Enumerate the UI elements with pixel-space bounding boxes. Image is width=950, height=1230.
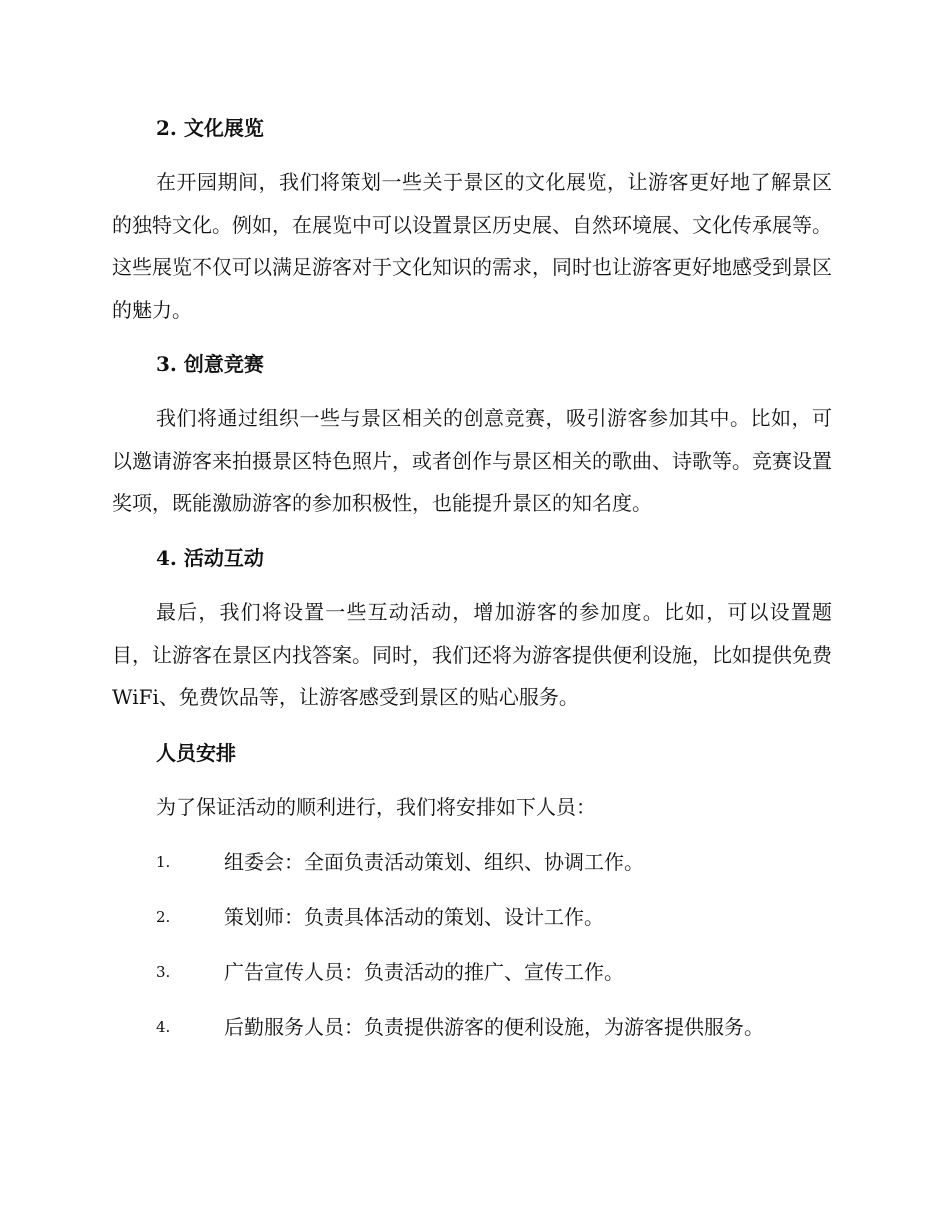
list-item-number: 3. — [156, 963, 171, 981]
section-paragraph-activity-interaction: 最后，我们将设置一些互动活动，增加游客的参加度。比如，可以设置题目，让游客在景区内找答案。同时，我们还将为游客提供便利设施，比如提供免费 WiFi、免费饮品等，让游客感受到景区的贴心服务。 — [112, 600, 832, 709]
list-item — [112, 903, 832, 931]
list-item-text: 广告宣传人员：负责活动的推广、宣传工作。 — [224, 960, 624, 984]
list-item — [112, 958, 832, 986]
section-paragraph-cultural-exhibition: 在开园期间，我们将策划一些关于景区的文化展览，让游客更好地了解景区的独特文化。例如，在展览中可以设置景区历史展、自然环境展、文化传承展等。这些展览不仅可以满足游客对于文化知识的需求，同时也让游客更好地感受到景区的魅力。 — [112, 170, 832, 322]
staff-intro: 为了保证活动的顺利进行，我们将安排如下人员： — [156, 795, 596, 819]
list-item-number: 2. — [156, 908, 171, 926]
section-heading-cultural-exhibition: 2. 文化展览 — [156, 116, 264, 140]
list-item — [112, 848, 832, 876]
list-item-text: 组委会：全面负责活动策划、组织、协调工作。 — [224, 850, 644, 874]
section-paragraph-creative-contest: 我们将通过组织一些与景区相关的创意竞赛，吸引游客参加其中。比如，可以邀请游客来拍摄景区特色照片，或者创作与景区相关的歌曲、诗歌等。竞赛设置奖项，既能激励游客的参加积极性，也能提升景区的知名度。 — [112, 406, 832, 515]
list-item-number: 4. — [156, 1018, 171, 1036]
list-item-number: 1. — [156, 853, 171, 871]
section-heading-creative-contest: 3. 创意竞赛 — [156, 352, 264, 376]
list-item-text: 策划师：负责具体活动的策划、设计工作。 — [224, 905, 604, 929]
list-item — [112, 1013, 832, 1041]
staff-heading: 人员安排 — [156, 741, 236, 765]
list-item-text: 后勤服务人员：负责提供游客的便利设施，为游客提供服务。 — [224, 1015, 764, 1039]
section-heading-activity-interaction: 4. 活动互动 — [156, 546, 264, 570]
